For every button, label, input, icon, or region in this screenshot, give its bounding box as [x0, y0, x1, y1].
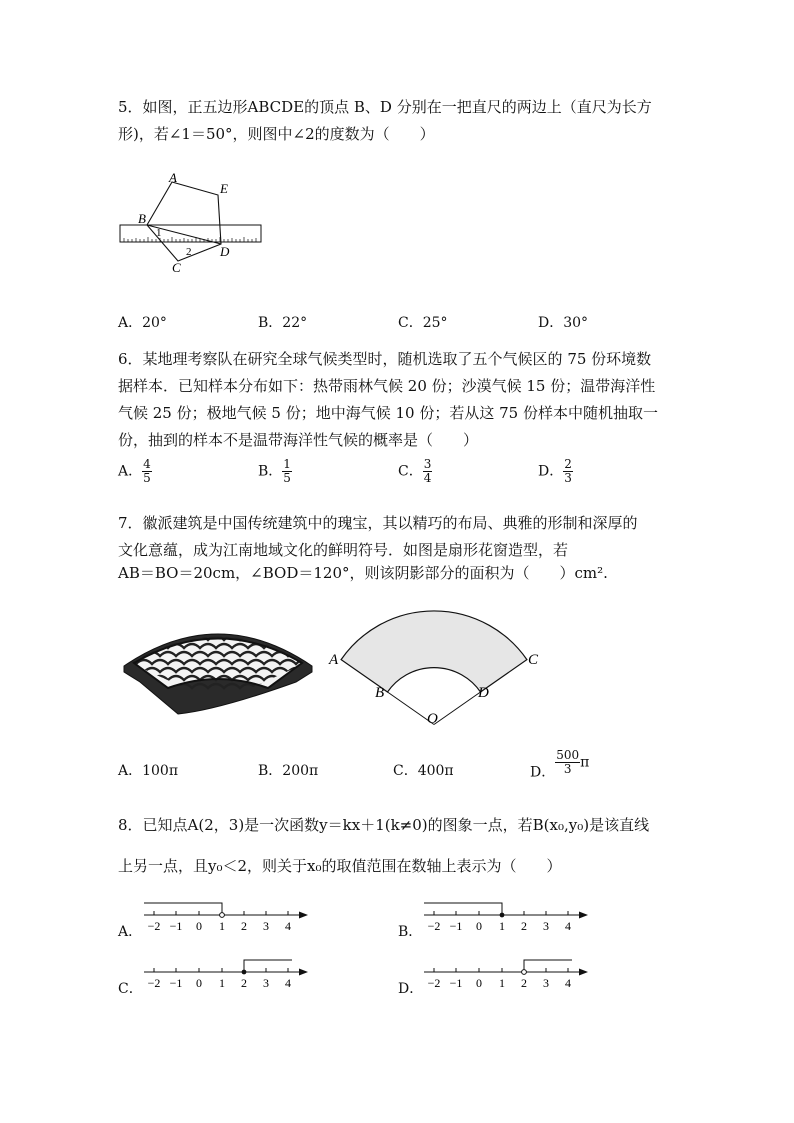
svg-text:4: 4 [565, 976, 571, 990]
label-c: C [528, 652, 539, 668]
svg-text:0: 0 [476, 919, 482, 933]
q8-option-c-label[interactable]: C． [118, 981, 143, 997]
label-angle-2: 2 [186, 246, 192, 258]
label-e: E [220, 181, 228, 196]
svg-text:2: 2 [521, 976, 527, 990]
q5-option-d[interactable]: D．30° [538, 315, 589, 331]
label-o: O [427, 711, 438, 727]
fraction: $\frac{1}{5}$ [283, 457, 291, 485]
q6-line3: 气候 25 份；极地气候 5 份；地中海气候 10 份；若从这 75 份样本中随机抽取一 [118, 404, 658, 422]
svg-text:0: 0 [196, 976, 202, 990]
svg-text:0: 0 [196, 919, 202, 933]
q6-option-b[interactable]: B． $\frac{1}{5}$ [258, 457, 291, 485]
svg-text:3: 3 [263, 919, 269, 933]
q8-option-d-number-line[interactable] [422, 952, 592, 994]
fan-window-image [118, 600, 318, 720]
svg-text:−1: −1 [449, 976, 463, 990]
q7-line1: 7．徽派建筑是中国传统建筑中的瑰宝，其以精巧的布局、典雅的形制和深厚的 [118, 514, 638, 532]
q6-line1: 6．某地理考察队在研究全球气候类型时，随机选取了五个气候区的 75 份环境数 [118, 350, 652, 368]
svg-text:−1: −1 [169, 919, 183, 933]
label-c: C [172, 260, 181, 275]
sector-diagram [325, 580, 550, 730]
q6-line2: 据样本．已知样本分布如下：热带雨林气候 20 份；沙漠气候 15 份；温带海洋性 [118, 377, 656, 395]
q7-line2: 文化意蕴，成为江南地域文化的鲜明符号．如图是扇形花窗造型，若 [118, 541, 569, 559]
q8-option-d-label[interactable]: D． [398, 981, 424, 997]
svg-text:1: 1 [219, 919, 225, 933]
label-a: A [329, 652, 339, 668]
q7-option-d[interactable]: D． $\frac{500}{3}$ π [530, 748, 590, 781]
ruler-ticks [124, 237, 256, 242]
q8-option-c-number-line[interactable] [142, 952, 312, 994]
label-a: A [169, 170, 177, 185]
svg-text:3: 3 [543, 919, 549, 933]
q8-option-a-number-line[interactable] [142, 895, 312, 937]
label-b: B [138, 211, 146, 226]
q5-line1: 5．如图，正五边形ABCDE的顶点 B、D 分别在一把直尺的两边上（直尺为长方 [118, 98, 652, 116]
fraction: $\frac{3}{4}$ [423, 457, 432, 485]
svg-text:−2: −2 [427, 919, 441, 933]
svg-text:1: 1 [219, 976, 225, 990]
q8-line2: 上另一点，且y₀＜2，则关于x₀的取值范围在数轴上表示为（ ） [118, 857, 562, 875]
shaded-ring-region [341, 611, 527, 692]
q5-option-b[interactable]: B．22° [258, 315, 308, 331]
q6-line4: 份，抽到的样本不是温带海洋性气候的概率是（ ） [118, 431, 479, 449]
q8-option-b-label[interactable]: B． [398, 924, 423, 940]
label-b: B [375, 685, 385, 701]
label-angle-1: 1 [156, 227, 162, 239]
svg-text:−1: −1 [169, 976, 183, 990]
svg-text:2: 2 [521, 919, 527, 933]
svg-text:−2: −2 [427, 976, 441, 990]
pentagon [147, 182, 221, 261]
svg-text:4: 4 [285, 976, 291, 990]
q6-option-a[interactable]: A． $\frac{4}{5}$ [118, 457, 151, 485]
svg-text:−1: −1 [449, 919, 463, 933]
q6-option-c[interactable]: C． $\frac{3}{4}$ [398, 457, 432, 485]
label-d: D [220, 244, 230, 259]
q5-option-c[interactable]: C．25° [398, 315, 448, 331]
q8-line1: 8．已知点A(2，3)是一次函数y＝kx＋1(k≠0)的图象一点，若B(x₀,y₀)是该直线 [118, 816, 650, 834]
q8-option-a-label[interactable]: A． [118, 924, 143, 940]
svg-text:1: 1 [499, 919, 505, 933]
svg-text:4: 4 [565, 919, 571, 933]
fraction: $\frac{500}{3}$ [556, 748, 580, 776]
svg-text:3: 3 [263, 976, 269, 990]
q7-option-b[interactable]: B．200π [258, 763, 319, 779]
q5-option-a[interactable]: A．20° [118, 315, 167, 331]
fraction: $\frac{4}{5}$ [143, 457, 151, 485]
q6-option-d[interactable]: D． $\frac{2}{3}$ [538, 457, 572, 485]
svg-text:0: 0 [476, 976, 482, 990]
pentagon-ruler-figure [110, 165, 275, 280]
q5-line2: 形)，若∠1＝50°，则图中∠2的度数为（ ） [118, 125, 435, 143]
svg-text:−2: −2 [147, 919, 161, 933]
svg-text:4: 4 [285, 919, 291, 933]
svg-text:2: 2 [241, 919, 247, 933]
label-d: D [478, 685, 489, 701]
q7-option-c[interactable]: C．400π [393, 763, 454, 779]
q8-option-b-number-line[interactable] [422, 895, 592, 937]
fraction: $\frac{2}{3}$ [564, 457, 572, 485]
svg-text:−2: −2 [147, 976, 161, 990]
segment-do [434, 692, 481, 725]
q7-line3: AB＝BO＝20cm，∠BOD＝120°，则该阴影部分的面积为（ ）cm². [118, 564, 608, 582]
svg-text:1: 1 [499, 976, 505, 990]
q7-option-a[interactable]: A．100π [118, 763, 179, 779]
svg-text:3: 3 [543, 976, 549, 990]
svg-text:2: 2 [241, 976, 247, 990]
